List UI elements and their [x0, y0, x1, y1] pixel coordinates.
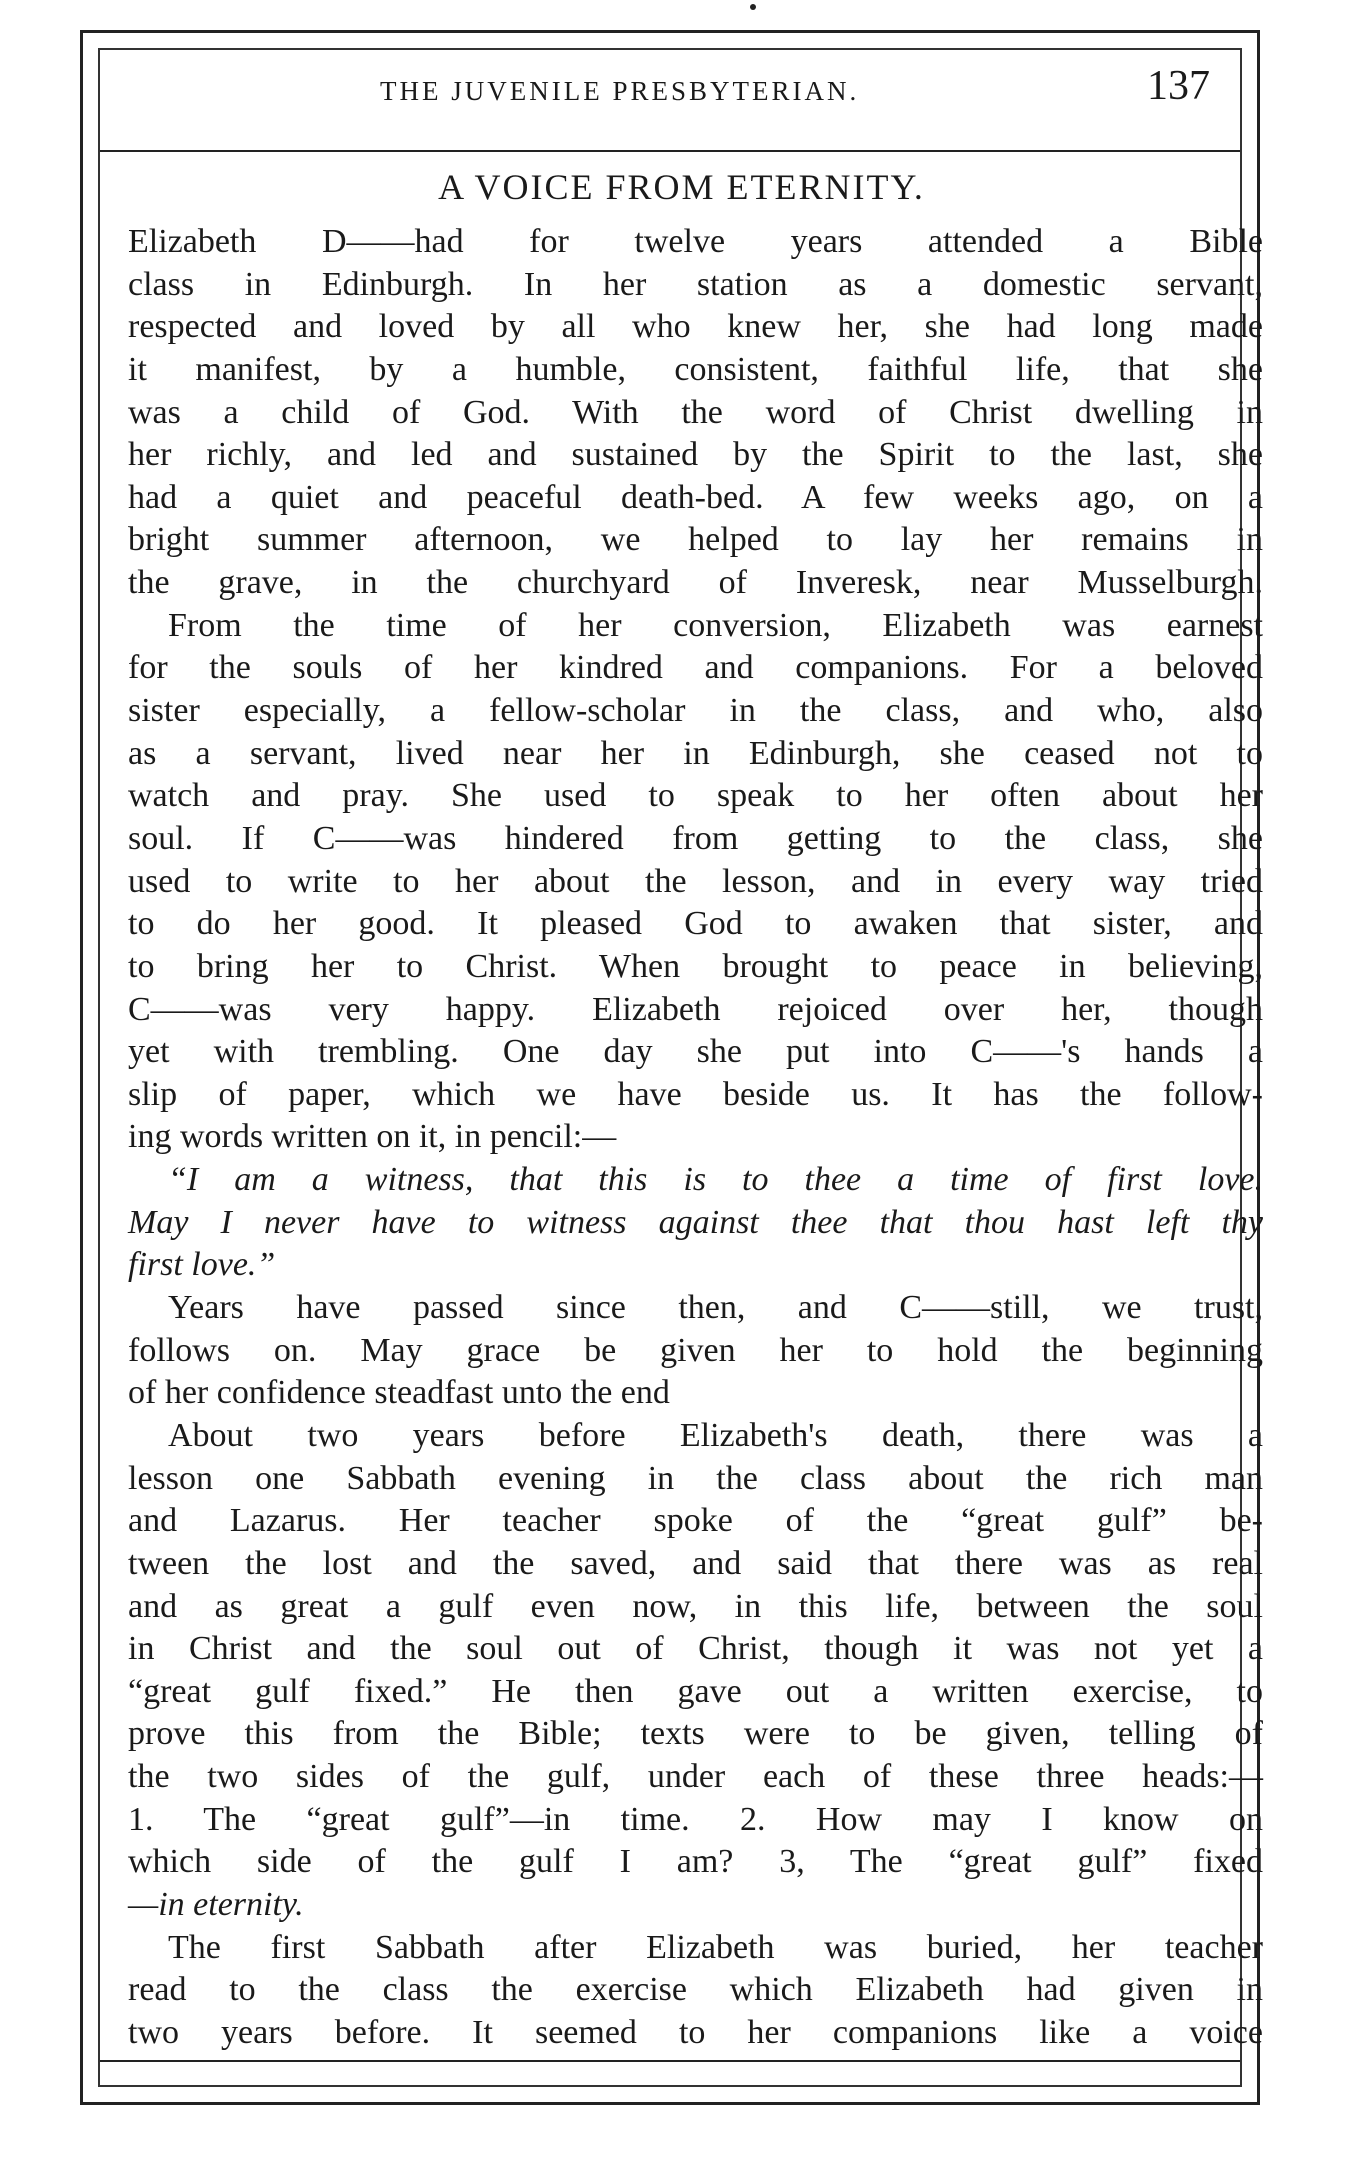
text-line: was a child of God. With the word of Christ dwelling in	[128, 393, 1263, 431]
running-title: THE JUVENILE PRESBYTERIAN.	[380, 76, 860, 106]
ink-dot	[750, 4, 756, 10]
text-line: lesson one Sabbath evening in the class about the rich man	[128, 1459, 1263, 1497]
text-line: prove this from the Bible; texts were to be given, telling of	[128, 1715, 1263, 1753]
text-line: to bring her to Christ. When brought to peace in believing,	[128, 947, 1263, 985]
footer-rule	[100, 2060, 1240, 2062]
text-line: sister especially, a fellow-scholar in the class, and who, also	[128, 692, 1263, 730]
text-line: —in eternity.	[128, 1885, 304, 1923]
text-line: “great gulf fixed.” He then gave out a written exercise, to	[128, 1672, 1263, 1710]
text-line: tween the lost and the saved, and said that there was as real	[128, 1544, 1263, 1582]
page-number: 137	[1147, 63, 1210, 109]
text-line: About two years before Elizabeth's death, there was a	[168, 1416, 1263, 1454]
text-line: Years have passed since then, and C——still, we trust,	[168, 1289, 1263, 1327]
text-line: ing words written on it, in pencil:—	[128, 1118, 617, 1156]
text-line: The first Sabbath after Elizabeth was buried, her teacher	[168, 1928, 1263, 1966]
text-line: for the souls of her kindred and companions. For a beloved	[128, 649, 1263, 687]
text-line: and as great a gulf even now, in this life, between the soul	[128, 1587, 1263, 1625]
text-line: bright summer afternoon, we helped to lay her remains in	[128, 521, 1263, 559]
text-line: slip of paper, which we have beside us. It has the follow-	[128, 1075, 1263, 1113]
text-line: two years before. It seemed to her companions like a voice	[128, 2013, 1263, 2051]
text-line: and Lazarus. Her teacher spoke of the “great gulf” be-	[128, 1502, 1263, 1540]
text-line: May I never have to witness against thee that thou hast left thy	[128, 1203, 1263, 1241]
text-line: used to write to her about the lesson, and in every way tried	[128, 862, 1263, 900]
text-line: the two sides of the gulf, under each of these three heads:—	[128, 1758, 1263, 1796]
text-line: 1. The “great gulf”—in time. 2. How may I know on	[128, 1800, 1263, 1838]
text-line: read to the class the exercise which Elizabeth had given in	[128, 1971, 1263, 2009]
text-line: From the time of her conversion, Elizabeth was earnest	[168, 606, 1263, 644]
text-line: first love.”	[128, 1246, 276, 1284]
text-line: the grave, in the churchyard of Inveresk, near Musselburgh.	[128, 564, 1263, 602]
text-line: watch and pray. She used to speak to her often about her	[128, 777, 1263, 815]
text-line: yet with trembling. One day she put into C——'s hands a	[128, 1033, 1263, 1071]
text-line: it manifest, by a humble, consistent, faithful life, that she	[128, 350, 1263, 388]
text-line: which side of the gulf I am? 3, The “great gulf” fixed	[128, 1843, 1263, 1881]
header-rule	[100, 150, 1240, 152]
running-head	[100, 63, 1240, 140]
text-line: soul. If C——was hindered from getting to the class, she	[128, 819, 1263, 857]
text-line: follows on. May grace be given her to hold the beginning	[128, 1331, 1263, 1369]
text-line: as a servant, lived near her in Edinburgh, she ceased not to	[128, 734, 1263, 772]
text-line: her richly, and led and sustained by the Spirit to the last, she	[128, 436, 1263, 474]
text-line: C——was very happy. Elizabeth rejoiced over her, though	[128, 990, 1263, 1028]
article-title: A VOICE FROM ETERNITY.	[438, 167, 925, 207]
text-line: respected and loved by all who knew her, she had long made	[128, 308, 1263, 346]
text-line: of her confidence steadfast unto the end	[128, 1374, 670, 1412]
text-line: “I am a witness, that this is to thee a time of first love.	[168, 1161, 1263, 1199]
text-line: had a quiet and peaceful death-bed. A few weeks ago, on a	[128, 478, 1263, 516]
text-line: in Christ and the soul out of Christ, though it was not yet a	[128, 1630, 1263, 1668]
article-body	[128, 221, 1263, 2055]
text-line: Elizabeth D——had for twelve years attended a Bible	[128, 223, 1263, 260]
text-line: class in Edinburgh. In her station as a domestic servant,	[128, 265, 1263, 303]
text-line: to do her good. It pleased God to awaken that sister, and	[128, 905, 1263, 943]
